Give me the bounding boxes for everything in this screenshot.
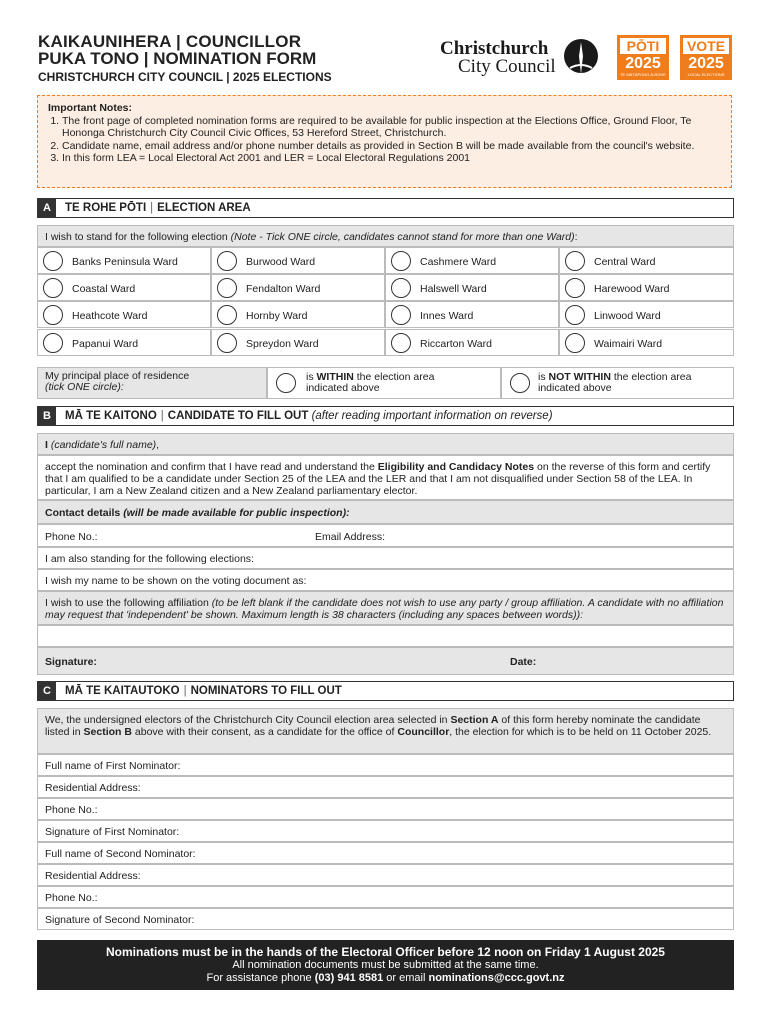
ward-option[interactable]: Waimairi Ward [559, 329, 734, 356]
assistance-text: For assistance phone (03) 941 8581 or email nominations@ccc.govt.nz [206, 972, 565, 984]
assistance-phone[interactable]: (03) 941 8581 [314, 972, 384, 984]
ward-option[interactable]: Spreydon Ward [211, 329, 385, 356]
section-c-title-maori: MĀ TE KAITAUTOKO [65, 685, 180, 697]
voting-name-field[interactable]: I wish my name to be shown on the voting document as: [37, 569, 734, 591]
first-nominator-address-field[interactable]: Residential Address: [37, 776, 734, 798]
affiliation-input[interactable] [37, 625, 734, 647]
ward-option[interactable]: Harewood Ward [559, 274, 734, 301]
residence-label: My principal place of residence [45, 370, 190, 382]
notes-title: Important Notes: [48, 102, 132, 114]
section-c-title-en: NOMINATORS TO FILL OUT [190, 685, 342, 697]
ward-option[interactable]: Halswell Ward [385, 274, 559, 301]
logo-text-line1: Christchurch [440, 38, 549, 59]
badge2-top: VOTE [683, 38, 729, 54]
radio-circle-icon[interactable] [43, 251, 63, 271]
residence-note: (tick ONE circle): [45, 381, 124, 393]
ward-option[interactable]: Linwood Ward [559, 301, 734, 328]
ward-option[interactable]: Hornby Ward [211, 301, 385, 328]
ward-instruction: I wish to stand for the following election (Note - Tick ONE circle, candidates cannot stand for more than one Ward): [37, 225, 734, 247]
form-title-line1: KAIKAUNIHERA | COUNCILLOR [38, 32, 302, 51]
ward-option[interactable]: Cashmere Ward [385, 247, 559, 274]
logo-text-line2: City Council [458, 56, 556, 77]
radio-circle-icon[interactable] [217, 278, 237, 298]
ward-option[interactable]: Innes Ward [385, 301, 559, 328]
form-subtitle: CHRISTCHURCH CITY COUNCIL | 2025 ELECTIONS [38, 70, 332, 84]
nominator-intro: We, the undersigned electors of the Christchurch City Council election area selected in Section A of this form hereby nominate the candidate listed in Section B above with their consent, as a candidate for the office of Councillor, the election for which is to be held on 11 October 2025. [37, 708, 734, 754]
ward-option[interactable]: Heathcote Ward [37, 301, 211, 328]
candidate-name-field[interactable]: I (candidate's full name), [37, 433, 734, 455]
radio-circle-icon[interactable] [217, 305, 237, 325]
radio-circle-icon[interactable] [217, 333, 237, 353]
ward-option[interactable]: Fendalton Ward [211, 274, 385, 301]
also-standing-field[interactable]: I am also standing for the following elections: [37, 547, 734, 569]
notes-list [62, 115, 721, 165]
radio-circle-icon[interactable] [391, 251, 411, 271]
ward-option[interactable]: Papanui Ward [37, 329, 211, 356]
section-a-title-maori: TE ROHE PŌTI [65, 202, 147, 214]
badge2-year: 2025 [688, 55, 724, 72]
second-nominator-signature-field[interactable]: Signature of Second Nominator: [37, 908, 734, 930]
phone-email-row [37, 524, 734, 547]
residence-not-within-option[interactable]: is NOT WITHIN the election area indicated above [501, 367, 734, 399]
ward-options [37, 247, 734, 357]
ward-instruction-text: I wish to stand for the following election [45, 231, 228, 243]
section-b-letter: B [38, 407, 56, 425]
radio-circle-icon[interactable] [565, 278, 585, 298]
second-nominator-phone-field[interactable]: Phone No.: [37, 886, 734, 908]
ward-option[interactable]: Central Ward [559, 247, 734, 274]
important-notes [37, 95, 732, 188]
contact-details-heading: Contact details (will be made available for public inspection): [37, 500, 734, 524]
first-nominator-signature-field[interactable]: Signature of First Nominator: [37, 820, 734, 842]
badge1-year: 2025 [625, 55, 661, 72]
radio-circle-icon[interactable] [565, 305, 585, 325]
badge2-small: LOCAL ELECTIONS [687, 72, 725, 77]
ward-option[interactable]: Banks Peninsula Ward [37, 247, 211, 274]
note-item: 1. The front page of completed nomination forms are required to be available for public inspection at the Elections Office, Ground Floor, Te Hononga Christchurch City Council Civic Offices, 53 Hereford Street, Christchurch. [62, 115, 721, 140]
radio-circle-icon[interactable] [217, 251, 237, 271]
badge1-top: PŌTI [620, 38, 666, 54]
section-b-title-maori: MĀ TE KAITONO [65, 410, 157, 422]
council-logo [440, 38, 600, 78]
badge1-small: TE MĀTĀPONO Ā-ROHE [620, 72, 666, 77]
section-a-header: A TE ROHE PŌTI | ELECTION AREA [37, 198, 734, 218]
note-item: 2. Candidate name, email address and/or phone number details as provided in Section B will be made available from the council's website. [62, 140, 721, 153]
ward-option[interactable]: Burwood Ward [211, 247, 385, 274]
form-header [38, 33, 332, 85]
ward-instruction-note: (Note - Tick ONE circle, candidates cannot stand for more than one Ward) [230, 231, 575, 243]
second-nominator-address-field[interactable]: Residential Address: [37, 864, 734, 886]
section-b-header: B MĀ TE KAITONO | CANDIDATE TO FILL OUT (after reading important information on reverse) [37, 406, 734, 426]
email-field[interactable]: Email Address: [315, 531, 386, 543]
section-b-title-en: CANDIDATE TO FILL OUT [167, 410, 309, 422]
radio-circle-icon[interactable] [391, 333, 411, 353]
ward-option[interactable]: Coastal Ward [37, 274, 211, 301]
affiliation-heading: I wish to use the following affiliation (to be left blank if the candidate does not wish to use any party / group affiliation. A candidate with no affiliation may request that 'independent' be shown. Maximum length is 38 characters (including any spaces between words)): [37, 591, 734, 625]
section-a-title-en: ELECTION AREA [157, 202, 251, 214]
phone-field[interactable]: Phone No.: [45, 531, 98, 543]
section-c-header: C MĀ TE KAITAUTOKO | NOMINATORS TO FILL OUT [37, 681, 734, 701]
acceptance-statement: accept the nomination and confirm that I have read and understand the Eligibility and Candidacy Notes on the reverse of this form and certify that I am qualified to be a candidate under Section 25 of the LEA and the LER and that I am not disqualified under Section 58 of the LEA. In particular, I am a New Zealand citizen and a New Zealand parliamentary elector. [37, 455, 734, 500]
radio-circle-icon[interactable] [43, 305, 63, 325]
cathedral-icon [562, 38, 600, 78]
residence-within-option[interactable]: is WITHIN the election area indicated above [267, 367, 501, 399]
radio-circle-icon[interactable] [391, 278, 411, 298]
first-nominator-name-field[interactable]: Full name of First Nominator: [37, 754, 734, 776]
radio-circle-icon[interactable] [43, 333, 63, 353]
submission-footer [37, 940, 734, 990]
submit-together-text: All nomination documents must be submitted at the same time. [232, 959, 539, 971]
first-nominator-phone-field[interactable]: Phone No.: [37, 798, 734, 820]
deadline-text: Nominations must be in the hands of the Electoral Officer before 12 noon on Friday 1 August 2025 [106, 945, 665, 959]
radio-circle-icon[interactable] [565, 251, 585, 271]
signature-field[interactable]: Signature: [45, 656, 97, 668]
form-title-line2: PUKA TONO | NOMINATION FORM [38, 49, 317, 68]
residence-label-cell [37, 367, 267, 399]
date-field[interactable]: Date: [510, 656, 537, 668]
note-item: 3. In this form LEA = Local Electoral Act 2001 and LER = Local Electoral Regulations 2001 [62, 152, 721, 165]
section-c-letter: C [38, 682, 56, 700]
radio-circle-icon[interactable] [43, 278, 63, 298]
assistance-email-link[interactable]: nominations@ccc.govt.nz [428, 972, 565, 984]
ward-option[interactable]: Riccarton Ward [385, 329, 559, 356]
poti-2025-badge [617, 35, 669, 80]
radio-circle-icon[interactable] [565, 333, 585, 353]
radio-circle-icon[interactable] [391, 305, 411, 325]
radio-circle-icon[interactable] [510, 373, 530, 393]
second-nominator-name-field[interactable]: Full name of Second Nominator: [37, 842, 734, 864]
signature-row [37, 647, 734, 675]
vote-2025-badge [680, 35, 732, 80]
section-a-letter: A [38, 199, 56, 217]
radio-circle-icon[interactable] [276, 373, 296, 393]
section-b-title-note: (after reading important information on reverse) [311, 410, 553, 422]
